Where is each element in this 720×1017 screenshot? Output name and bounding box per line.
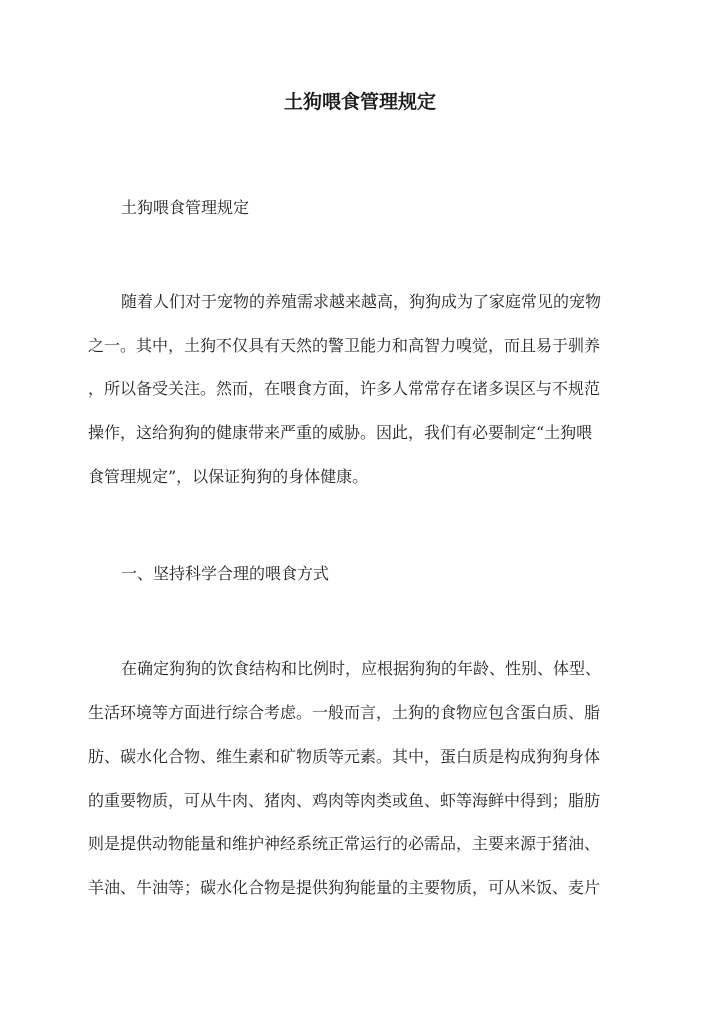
intro-line-1: 随着人们对于宠物的养殖需求越来越高，狗狗成为了家庭常见的宠物 <box>121 292 602 311</box>
section1-line-2: 生活环境等方面进行综合考虑。一般而言，土狗的食物应包含蛋白质、脂 <box>88 703 601 722</box>
document-title: 土狗喂食管理规定 <box>283 91 436 113</box>
section1-line-1: 在确定狗狗的饮食结构和比例时，应根据狗狗的年龄、性别、体型、 <box>121 659 602 678</box>
subtitle-paragraph: 土狗喂食管理规定 <box>121 198 250 217</box>
intro-line-4: 操作，这给狗狗的健康带来严重的威胁。因此，我们有必要制定“土狗喂 <box>88 423 593 442</box>
section1-line-6: 羊油、牛油等；碳水化合物是提供狗狗能量的主要物质，可从米饭、麦片 <box>88 878 601 897</box>
intro-line-2: 之一。其中，土狗不仅具有天然的警卫能力和高智力嗅觉，而且易于驯养 <box>88 336 601 355</box>
intro-line-3: ，所以备受关注。然而，在喂食方面，许多人常常存在诸多误区与不规范 <box>88 379 601 398</box>
section1-line-5: 则是提供动物能量和维护神经系统正常运行的必需品，主要来源于猪油、 <box>88 834 601 853</box>
intro-line-5: 食管理规定”，以保证狗狗的身体健康。 <box>88 467 369 486</box>
section1-line-4: 的重要物质，可从牛肉、猪肉、鸡肉等肉类或鱼、虾等海鲜中得到；脂肪 <box>88 791 601 810</box>
section1-heading: 一、坚持科学合理的喂食方式 <box>121 564 330 583</box>
section1-line-3: 肪、碳水化合物、维生素和矿物质等元素。其中，蛋白质是构成狗狗身体 <box>88 747 601 766</box>
